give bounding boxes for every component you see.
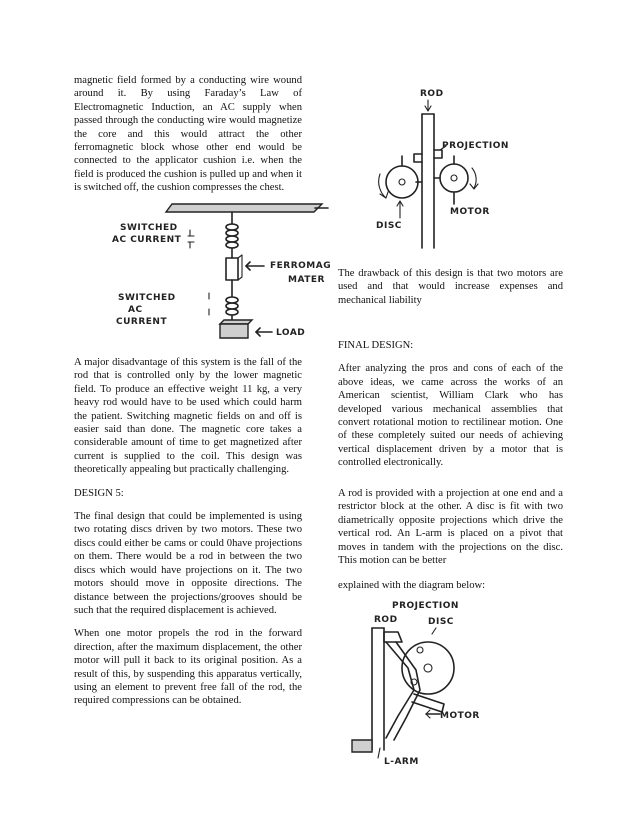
label-switched-ac-1: SWITCHED — [120, 223, 178, 233]
lower-coil — [226, 297, 238, 315]
final-disc — [402, 642, 454, 694]
label-final-larm: L-ARM — [384, 757, 419, 767]
disadvantage-text: A major disadvantage of this system is the fall of the rod that is controlled only by the lower magnetic field. To produce an effective weight 11 kg, a very heavy rod would have to be used which could harm the patient. Switching magnetic fields on and off is easier said than done. The magnetic core takes a considerable amount of time to get magnetized after current is supplied to the coil. This design was theoretically appealing but practically challenging. — [74, 357, 302, 476]
right-rod-block — [338, 487, 563, 593]
l-arm — [386, 642, 414, 738]
label-final-rod: ROD — [374, 615, 398, 625]
label-switched-2-3: CURRENT — [116, 317, 168, 327]
right-drawback-block — [338, 267, 563, 307]
drawback-text: The drawback of this design is that two motors are used and that would increase expenses and mechanical liability — [338, 268, 563, 306]
restrictor-block — [352, 740, 372, 752]
label-switched-2-1: SWITCHED — [118, 293, 176, 303]
right-final-block — [338, 339, 563, 470]
rod-text: A rod is provided with a projection at one end and a restrictor block at the other. A disc is fit with two diametrically opposite projections which drive the vertical rod. An L-arm is placed on a pivot that moves in tandem with the projections on the disc. This motion can be better — [338, 488, 563, 567]
label-ferromag-1: FERROMAG — [270, 261, 332, 271]
ferromagnetic-block — [226, 258, 238, 280]
load-block — [220, 324, 248, 338]
explained-text: explained with the diagram below: — [338, 580, 486, 592]
intro-text: magnetic field formed by a conducting wire wound around it. By using Faraday’s Law of Electromagnetic Induction, an AC supply when passed through the conducting wire would magnetize the core and this would attract the other ferromagnetic block whose other end would be connected to the applicator cushion i.e. when the field is produced the cushion is pulled up and when it is switched off, the cushion compresses the chest. — [74, 75, 302, 194]
top-plate — [166, 204, 322, 212]
upper-coil — [226, 224, 238, 248]
label-rod: ROD — [420, 89, 444, 99]
label-motor: MOTOR — [450, 207, 490, 217]
label-final-disc: DISC — [428, 617, 454, 627]
label-disc: DISC — [376, 221, 402, 231]
label-final-motor: MOTOR — [440, 711, 480, 721]
figure-magnetic-design — [112, 196, 332, 350]
label-ferromag-2: MATER — [288, 275, 325, 285]
label-switched-ac-2: AC CURRENT — [112, 235, 182, 245]
design5-text: The final design that could be implemented is using two rotating discs driven by two motors. These two discs could either be cams or could 0have projections on them. There would be a rod in between the two discs which would have projections on it. The two motors should move in opposite directions. The distance between the projections/grooves should be such that the required displacement is achieved. — [74, 511, 302, 616]
left-disc — [386, 166, 418, 198]
left-disadvantage-block — [74, 356, 302, 708]
label-final-projection: PROJECTION — [392, 601, 459, 611]
final-heading: FINAL DESIGN: — [338, 340, 414, 351]
figure-final-design — [348, 598, 478, 770]
right-disc — [440, 164, 468, 192]
label-load: LOAD — [276, 328, 306, 338]
label-switched-2-2: AC — [128, 305, 143, 315]
label-projection: PROJECTION — [442, 141, 509, 151]
design5-heading: DESIGN 5: — [74, 487, 124, 499]
final-text: After analyzing the pros and cons of each of the above ideas, we came across the works of an American scientist, William Clark who has developed various mechanical assemblies that convert rotational motion to rectilinear motion. One of these completely suited our needs of achieving vertical displacement driven by a motor that is controlled electronically. — [338, 363, 563, 469]
left-intro-paragraph — [74, 74, 302, 195]
figure-two-motor-design — [366, 86, 516, 250]
motor-text: When one motor propels the rod in the forward direction, after the maximum displacement, the other motor will pull it back to its original position. As a result of this, by suspending this apparatus vertically, using an element to prevent free fall of the rod, the required compressions can be obtained. — [74, 628, 302, 707]
